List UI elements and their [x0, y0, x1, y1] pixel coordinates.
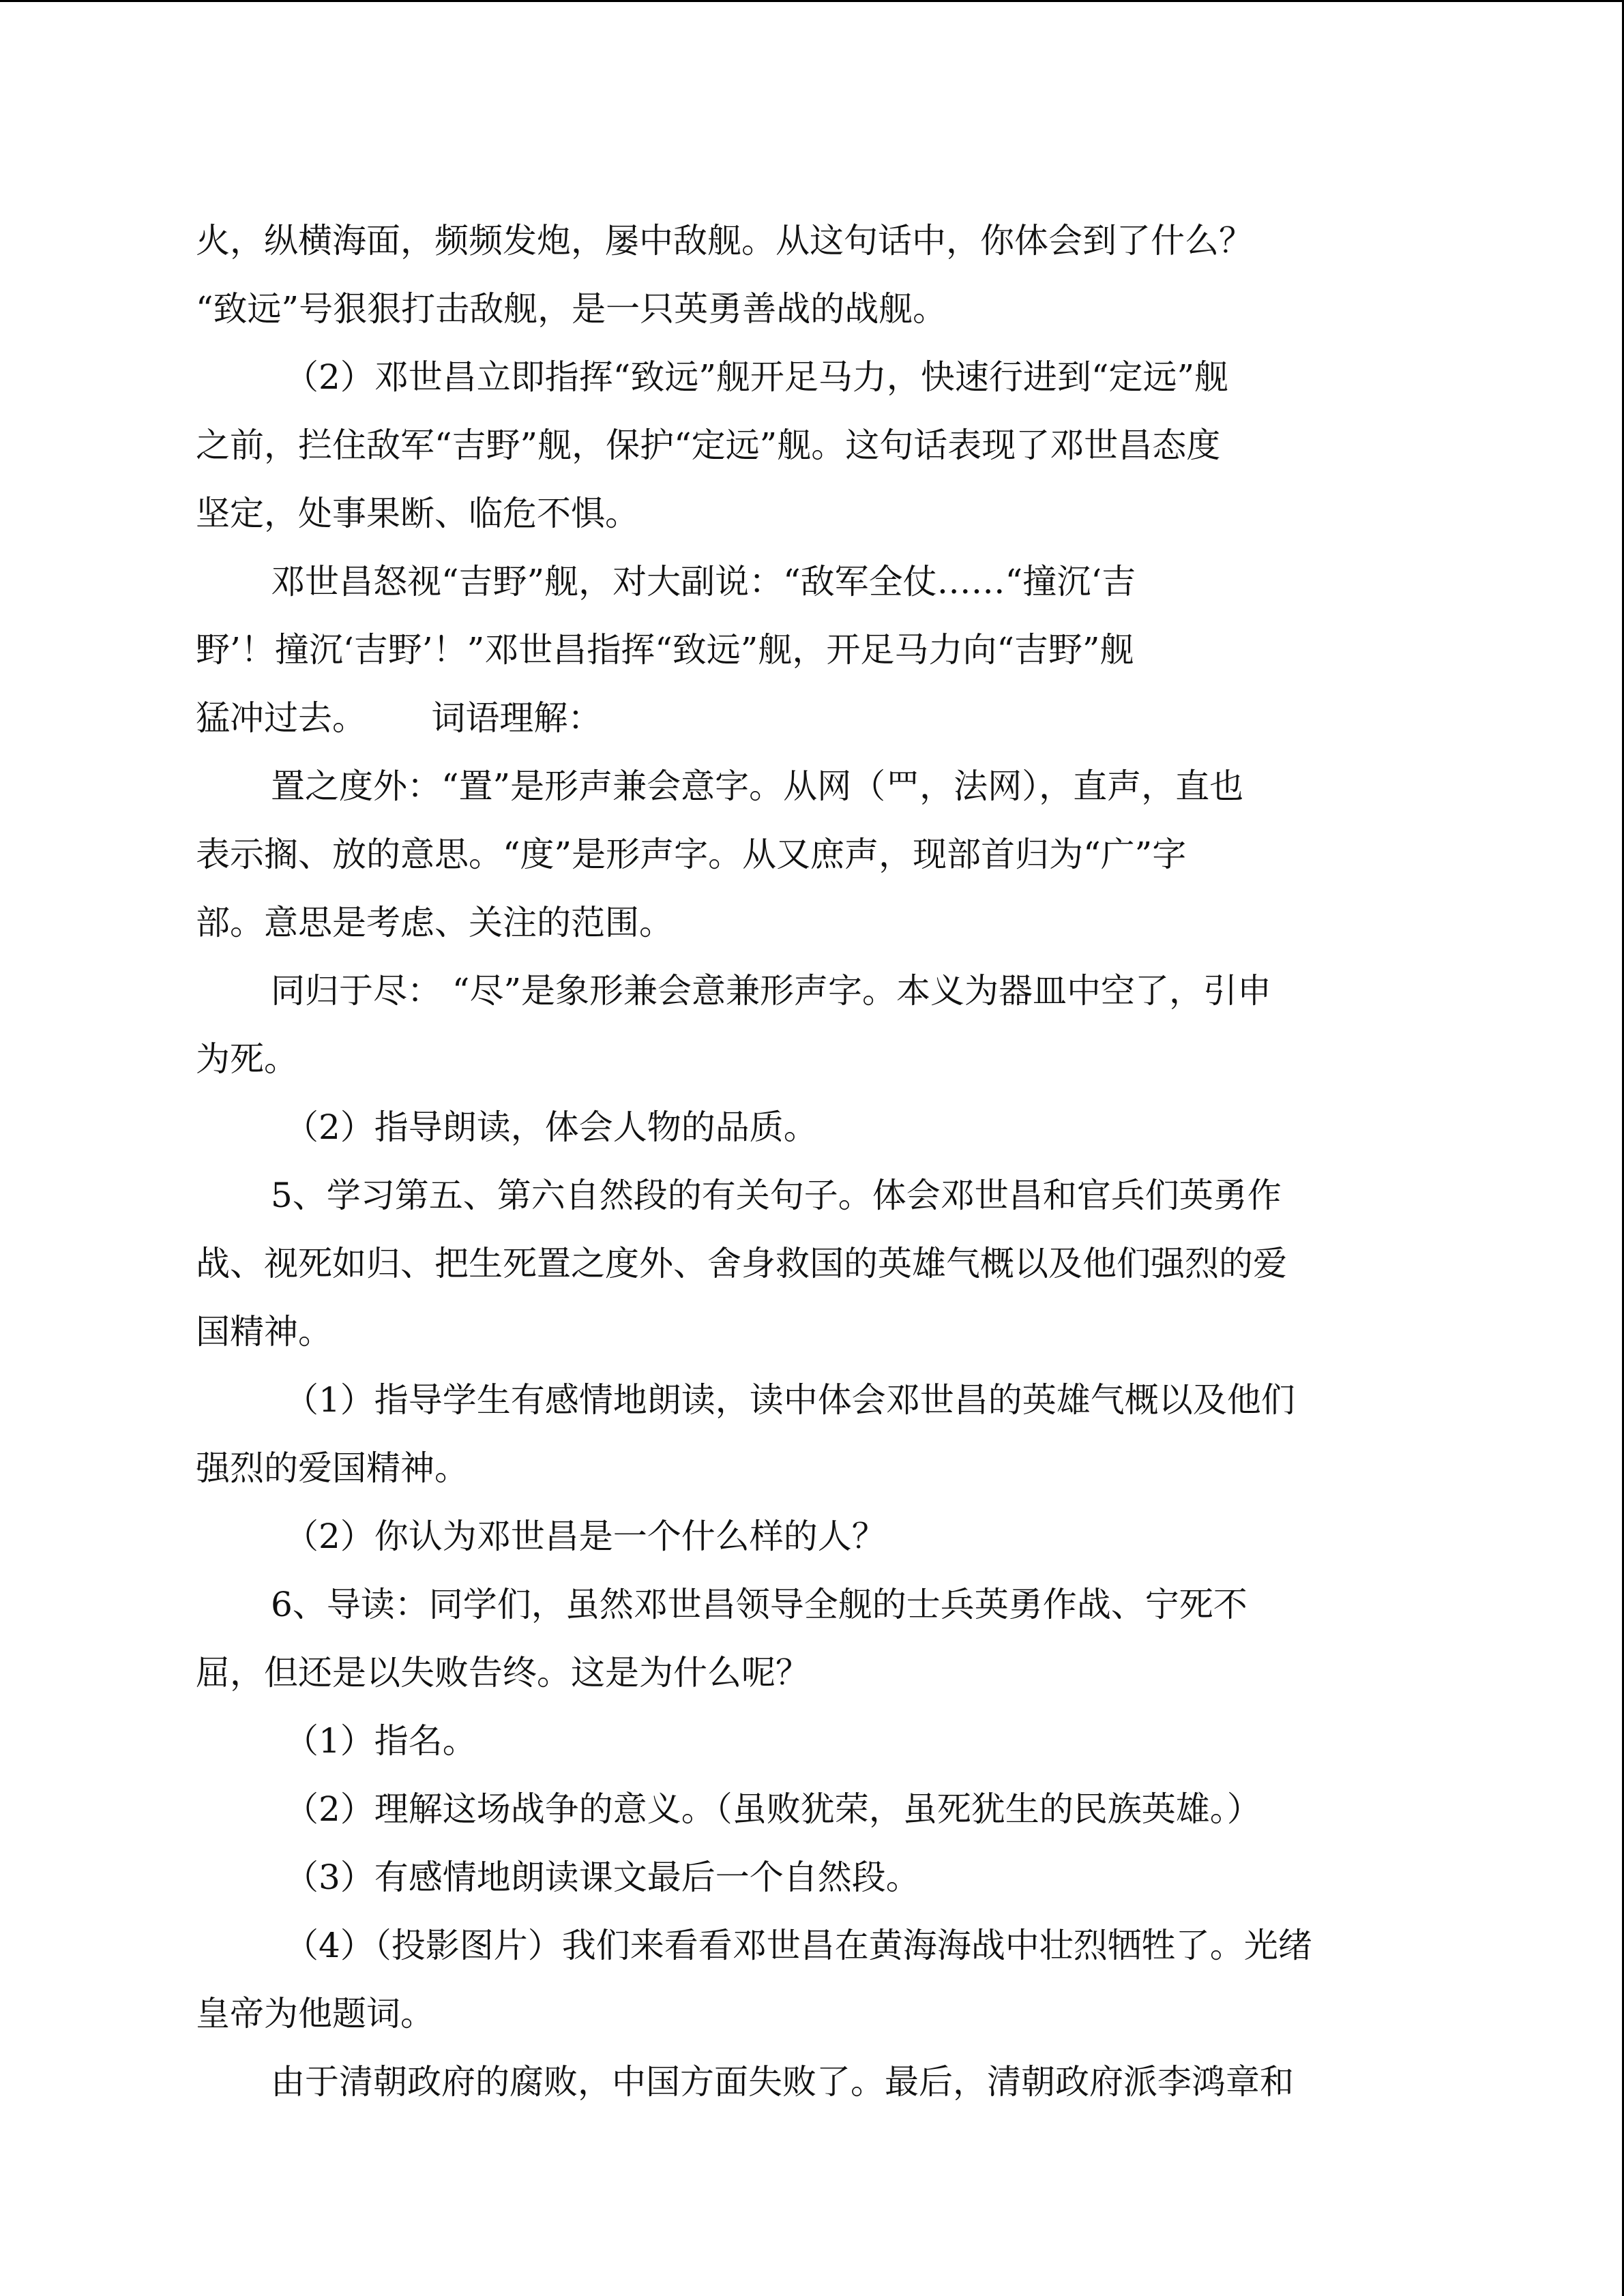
text-line: 强烈的爱国精神。	[196, 1448, 469, 1488]
text-line: （2）邓世昌立即指挥“致远”舰开足马力，快速行进到“定远”舰	[284, 357, 1229, 397]
text-line: 为死。	[196, 1039, 298, 1079]
text-line: （1）指导学生有感情地朗读，读中体会邓世昌的英雄气概以及他们	[284, 1380, 1295, 1420]
text-line: 由于清朝政府的腐败，中国方面失败了。最后，清朝政府派李鸿章和	[271, 2062, 1294, 2102]
text-line: 邓世昌怒视“吉野”舰，对大副说：“敌军全仗……“撞沉‘吉	[271, 562, 1136, 601]
text-line: 同归于尽： “尽”是象形兼会意兼形声字。本义为器皿中空了，引申	[271, 971, 1272, 1011]
text-line: （3）有感情地朗读课文最后一个自然段。	[284, 1858, 920, 1897]
text-line: 火，纵横海面，频频发炮，屡中敌舰。从这句话中，你体会到了什么？	[196, 221, 1253, 260]
text-line: 国精神。	[196, 1312, 332, 1352]
text-line: 5、学习第五、第六自然段的有关句子。体会邓世昌和官兵们英勇作	[271, 1176, 1282, 1215]
text-line: （2）指导朗读，体会人物的品质。	[284, 1107, 818, 1147]
text-line: 表示搁、放的意思。“度”是形声字。从又庶声，现部首归为“广”字	[196, 835, 1187, 874]
text-line: “致远”号狠狠打击敌舰，是一只英勇善战的战舰。	[196, 289, 947, 329]
text-line: （2）理解这场战争的意义。（虽败犹荣，虽死犹生的民族英雄。）	[284, 1789, 1261, 1829]
text-line: 坚定，处事果断、临危不惧。	[196, 494, 639, 533]
text-line: （2）你认为邓世昌是一个什么样的人？	[284, 1517, 886, 1556]
text-line: 6、导读：同学们，虽然邓世昌领导全舰的士兵英勇作战、宁死不	[271, 1585, 1247, 1624]
text-line: 之前，拦住敌军“吉野”舰，保护“定远”舰。这句话表现了邓世昌态度	[196, 426, 1221, 465]
text-line: （4）（投影图片）我们来看看邓世昌在黄海海战中壮烈牺牲了。光绪	[284, 1926, 1312, 1965]
text-line: 置之度外：“置”是形声兼会意字。从网（罒，法网），直声，直也	[271, 766, 1244, 806]
text-line: 屈，但还是以失败告终。这是为什么呢？	[196, 1653, 810, 1693]
text-line: 皇帝为他题词。	[196, 1994, 434, 2033]
text-line: 猛冲过去。 词语理解：	[196, 698, 602, 738]
text-line: 部。意思是考虑、关注的范围。	[196, 903, 673, 942]
document-body	[196, 207, 1437, 2116]
text-line: （1）指名。	[284, 1721, 477, 1761]
text-line: 战、视死如归、把生死置之度外、舍身救国的英雄气概以及他们强烈的爱	[196, 1244, 1287, 1283]
text-line: 野’！撞沉‘吉野’！”邓世昌指挥“致远”舰，开足马力向“吉野”舰	[196, 630, 1134, 670]
